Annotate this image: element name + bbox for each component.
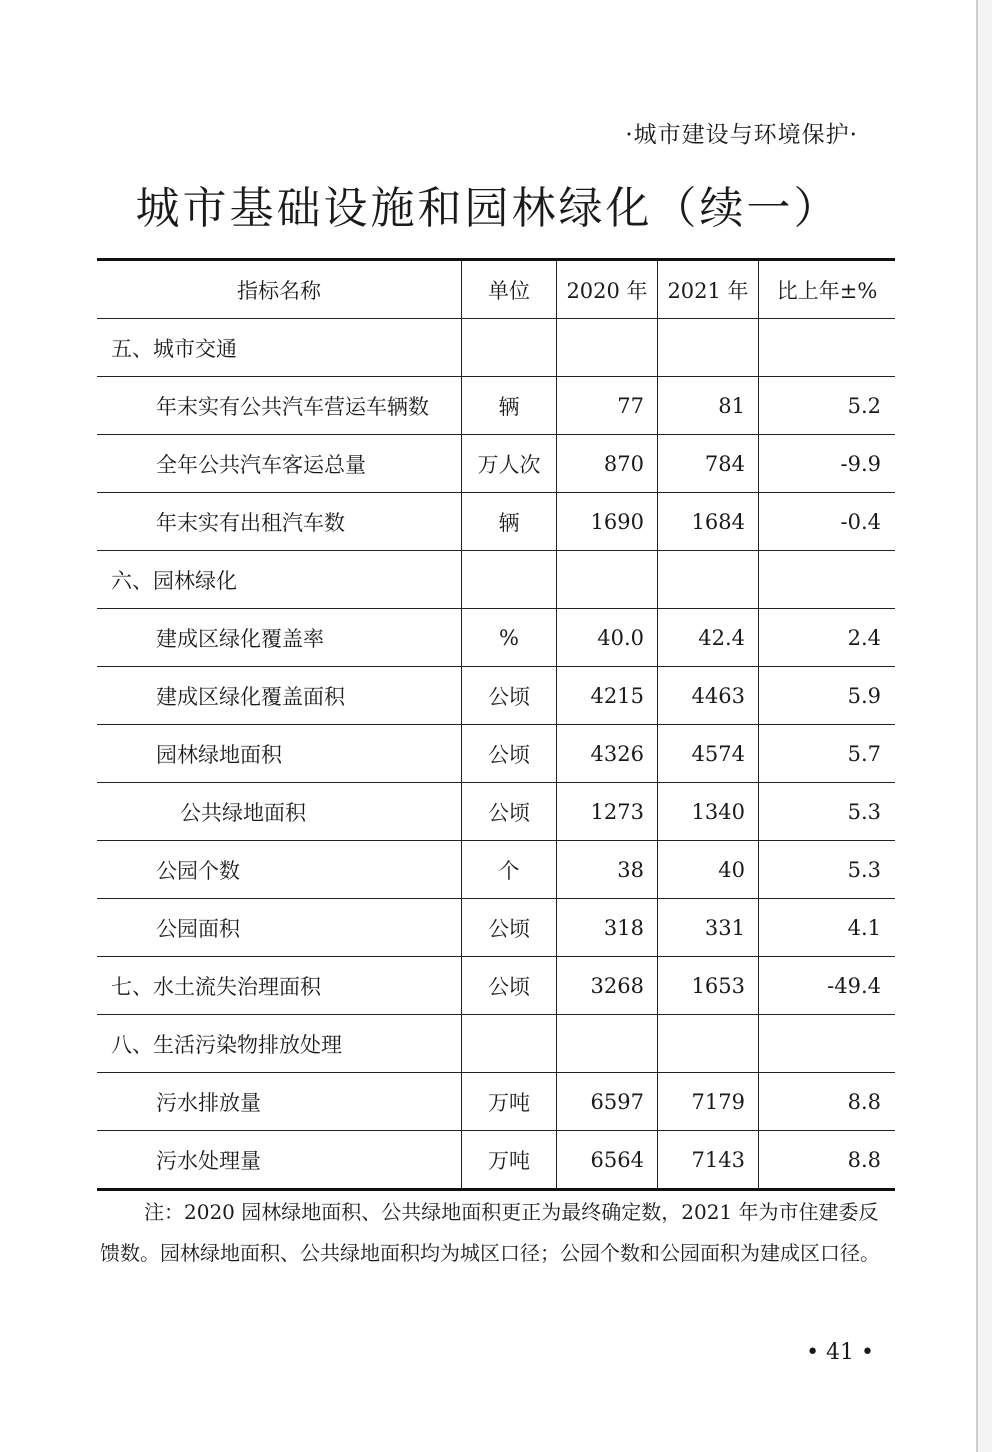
value-2020-cell: 3268: [557, 957, 658, 1015]
table-header-row: [97, 260, 895, 319]
indicator-name-cell: 公园个数: [97, 841, 462, 899]
unit-cell: 万吨: [462, 1073, 557, 1131]
table-row: [97, 377, 895, 435]
table-row: [97, 783, 895, 841]
unit-cell: 辆: [462, 377, 557, 435]
change-percent-cell: [759, 1015, 896, 1073]
value-2020-cell: 40.0: [557, 609, 658, 667]
header-change: 比上年±%: [759, 260, 896, 319]
value-2021-cell: [658, 1015, 759, 1073]
value-2020-cell: 1273: [557, 783, 658, 841]
change-percent-cell: 8.8: [759, 1131, 896, 1190]
change-percent-cell: -0.4: [759, 493, 896, 551]
indicator-name-cell: 建成区绿化覆盖面积: [97, 667, 462, 725]
value-2021-cell: 40: [658, 841, 759, 899]
value-2020-cell: 870: [557, 435, 658, 493]
page-number: • 41 •: [806, 1340, 874, 1365]
indicator-name-cell: 年末实有出租汽车数: [97, 493, 462, 551]
change-percent-cell: -9.9: [759, 435, 896, 493]
unit-cell: 公顷: [462, 667, 557, 725]
unit-cell: 辆: [462, 493, 557, 551]
value-2020-cell: 4215: [557, 667, 658, 725]
indicator-name-cell: 年末实有公共汽车营运车辆数: [97, 377, 462, 435]
table-row: [97, 493, 895, 551]
unit-cell: 公顷: [462, 957, 557, 1015]
table-row: [97, 1015, 895, 1073]
table-footnote: 注：2020 园林绿地面积、公共绿地面积更正为最终确定数，2021 年为市住建委反馈数。园林绿地面积、公共绿地面积均为城区口径；公园个数和公园面积为建成区口径。: [100, 1200, 880, 1265]
value-2020-cell: 38: [557, 841, 658, 899]
table-row: [97, 435, 895, 493]
unit-cell: 万吨: [462, 1131, 557, 1190]
change-percent-cell: 2.4: [759, 609, 896, 667]
header-unit: 单位: [462, 260, 557, 319]
change-percent-cell: 5.7: [759, 725, 896, 783]
value-2021-cell: 331: [658, 899, 759, 957]
value-2021-cell: 1340: [658, 783, 759, 841]
unit-cell: 公顷: [462, 899, 557, 957]
unit-cell: 公顷: [462, 783, 557, 841]
indicator-name-cell: 公共绿地面积: [97, 783, 462, 841]
value-2021-cell: 784: [658, 435, 759, 493]
value-2021-cell: 4463: [658, 667, 759, 725]
value-2021-cell: 1684: [658, 493, 759, 551]
value-2020-cell: 4326: [557, 725, 658, 783]
value-2020-cell: 6597: [557, 1073, 658, 1131]
change-percent-cell: 5.9: [759, 667, 896, 725]
unit-cell: [462, 551, 557, 609]
value-2021-cell: 7143: [658, 1131, 759, 1190]
value-2020-cell: [557, 551, 658, 609]
unit-cell: 万人次: [462, 435, 557, 493]
table-row: [97, 551, 895, 609]
indicator-name-cell: 污水处理量: [97, 1131, 462, 1190]
header-indicator: 指标名称: [97, 260, 462, 319]
value-2021-cell: 1653: [658, 957, 759, 1015]
change-percent-cell: [759, 551, 896, 609]
indicator-name-cell: 建成区绿化覆盖率: [97, 609, 462, 667]
value-2021-cell: 4574: [658, 725, 759, 783]
table-row: [97, 667, 895, 725]
indicator-name-cell: 污水排放量: [97, 1073, 462, 1131]
table-row: [97, 319, 895, 377]
change-percent-cell: 4.1: [759, 899, 896, 957]
change-percent-cell: [759, 319, 896, 377]
value-2020-cell: 6564: [557, 1131, 658, 1190]
table-row: [97, 957, 895, 1015]
change-percent-cell: 5.3: [759, 783, 896, 841]
header-2021: 2021 年: [658, 260, 759, 319]
value-2021-cell: 42.4: [658, 609, 759, 667]
table-row: [97, 609, 895, 667]
indicator-name-cell: 六、园林绿化: [97, 551, 462, 609]
table-row: [97, 725, 895, 783]
change-percent-cell: 8.8: [759, 1073, 896, 1131]
indicator-name-cell: 园林绿地面积: [97, 725, 462, 783]
page-title: 城市基础设施和园林绿化（续一）: [135, 183, 841, 234]
unit-cell: 个: [462, 841, 557, 899]
indicator-name-cell: 五、城市交通: [97, 319, 462, 377]
indicator-name-cell: 七、水土流失治理面积: [97, 957, 462, 1015]
change-percent-cell: 5.2: [759, 377, 896, 435]
statistics-table: [97, 258, 895, 1191]
table-row: [97, 1131, 895, 1190]
unit-cell: [462, 319, 557, 377]
unit-cell: %: [462, 609, 557, 667]
header-2020: 2020 年: [557, 260, 658, 319]
indicator-name-cell: 全年公共汽车客运总量: [97, 435, 462, 493]
table-row: [97, 899, 895, 957]
change-percent-cell: 5.3: [759, 841, 896, 899]
value-2020-cell: [557, 319, 658, 377]
unit-cell: [462, 1015, 557, 1073]
indicator-name-cell: 公园面积: [97, 899, 462, 957]
value-2021-cell: 7179: [658, 1073, 759, 1131]
page-edge: [976, 0, 978, 1452]
section-tag: ·城市建设与环境保护·: [625, 122, 858, 148]
table-row: [97, 1073, 895, 1131]
value-2020-cell: [557, 1015, 658, 1073]
value-2021-cell: [658, 319, 759, 377]
unit-cell: 公顷: [462, 725, 557, 783]
value-2020-cell: 318: [557, 899, 658, 957]
value-2021-cell: [658, 551, 759, 609]
value-2020-cell: 77: [557, 377, 658, 435]
indicator-name-cell: 八、生活污染物排放处理: [97, 1015, 462, 1073]
value-2021-cell: 81: [658, 377, 759, 435]
change-percent-cell: -49.4: [759, 957, 896, 1015]
value-2020-cell: 1690: [557, 493, 658, 551]
table-row: [97, 841, 895, 899]
